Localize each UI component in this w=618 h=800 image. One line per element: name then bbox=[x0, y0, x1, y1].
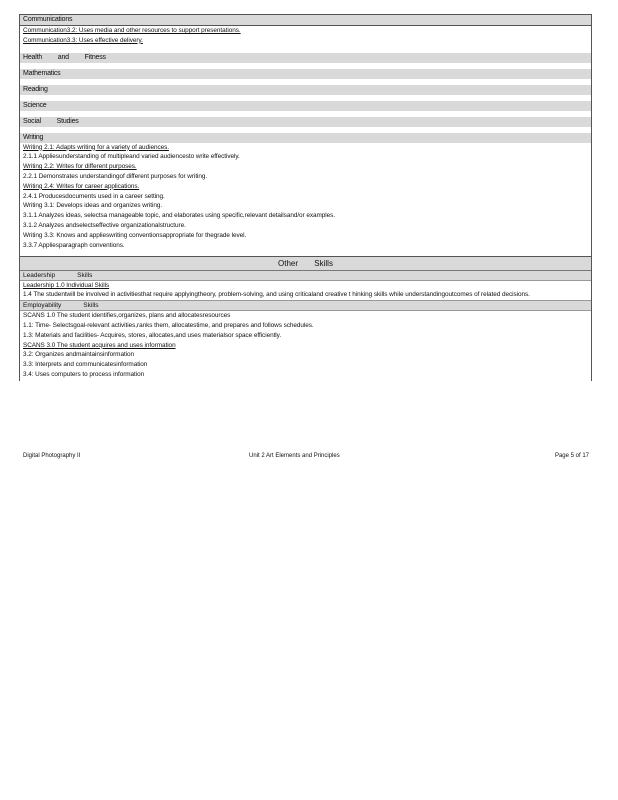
section-header-communications: Communications bbox=[20, 15, 591, 26]
section-header-leadership: Leadership Skills bbox=[20, 271, 591, 281]
standard-line: Communication3.2: Uses media and other resources to support presentations. bbox=[23, 27, 241, 34]
standard-line: 2.4.1 Producesdocuments used in a career setting. bbox=[23, 192, 165, 200]
section-header-employability: Employability Skills bbox=[20, 300, 591, 311]
standard-line: 3.4: Uses computers to process information bbox=[23, 370, 145, 378]
other-skills-header: Other Skills bbox=[20, 256, 591, 271]
standard-line: 1.3: Materials and facilities- Acquires, stores, allocates,and uses materialsor space efficiently. bbox=[23, 331, 282, 339]
employability-content bbox=[20, 311, 591, 381]
standard-line: 1.1: Time- Selectsgoal-relevant activities,ranks them, allocatestime, and prepares and follows schedules. bbox=[23, 321, 314, 329]
standard-line: 3.3.7 Appliesparagraph conventions. bbox=[23, 241, 125, 249]
standard-line: 1.4 The studentwill be involved in activitiesthat require applyingtheory, problem-solving, and using criticaland creative t hinking skills while understandingoutcomes of related decisions. bbox=[23, 291, 530, 299]
standard-line: Writing 2.1: Adapts writing for a variety of audiences. bbox=[23, 143, 169, 151]
footer-page-number: Page 5 of 17 bbox=[554, 453, 589, 459]
communications-content bbox=[20, 26, 591, 47]
section-header-science: Science bbox=[20, 101, 591, 111]
standard-line: 3.1.1 Analyzes ideas, selectsa manageable topic, and elaborates using specific,relevant detailsand/or examples. bbox=[23, 212, 336, 220]
standard-line: SCANS 1.0 The student identifies,organizes, plans and allocatesresources bbox=[23, 312, 231, 320]
standard-line: 2.2.1 Demonstrates understandingof different purposes for writing. bbox=[23, 172, 208, 180]
footer-unit: Unit 2 Art Elements and Principles bbox=[249, 453, 340, 459]
standard-line: 2.1.1 Appliesunderstanding of multipleand varied audiencesto write effectively. bbox=[23, 153, 240, 161]
section-header-social-studies: Social Studies bbox=[20, 117, 591, 127]
standards-table bbox=[19, 14, 592, 381]
section-header-health: Health and Fitness bbox=[20, 53, 591, 63]
leadership-content bbox=[20, 281, 591, 300]
standard-line: 3.3: Interprets and communicatesinformation bbox=[23, 361, 148, 369]
standard-line: Communication3.3: Uses effective delivery. bbox=[23, 36, 143, 44]
standard-line: 3.2: Organizes andmaintainsinformation bbox=[23, 351, 135, 359]
standard-line: Writing 2.2: Writes for different purposes. bbox=[23, 163, 137, 171]
standard-line: Writing 3.3: Knows and applieswriting conventionsappropriate for thegrade level. bbox=[23, 231, 247, 239]
section-header-reading: Reading bbox=[20, 85, 591, 95]
standard-line: Writing 2.4: Writes for career applications. bbox=[23, 182, 140, 190]
writing-content bbox=[20, 143, 591, 252]
footer-course: Digital Photography II bbox=[23, 453, 81, 459]
standard-line: 3.1.2 Analyzes andselectseffective organizationalstructure. bbox=[23, 221, 186, 229]
section-header-writing: Writing bbox=[20, 133, 591, 143]
standard-line: Writing 3.1: Develops ideas and organizes writing. bbox=[23, 202, 163, 210]
standard-line: Leadership 1.0 Individual Skills bbox=[23, 282, 110, 290]
standard-line: SCANS 3.0 The student acquires and uses information bbox=[23, 341, 176, 349]
section-header-mathematics: Mathematics bbox=[20, 69, 591, 79]
